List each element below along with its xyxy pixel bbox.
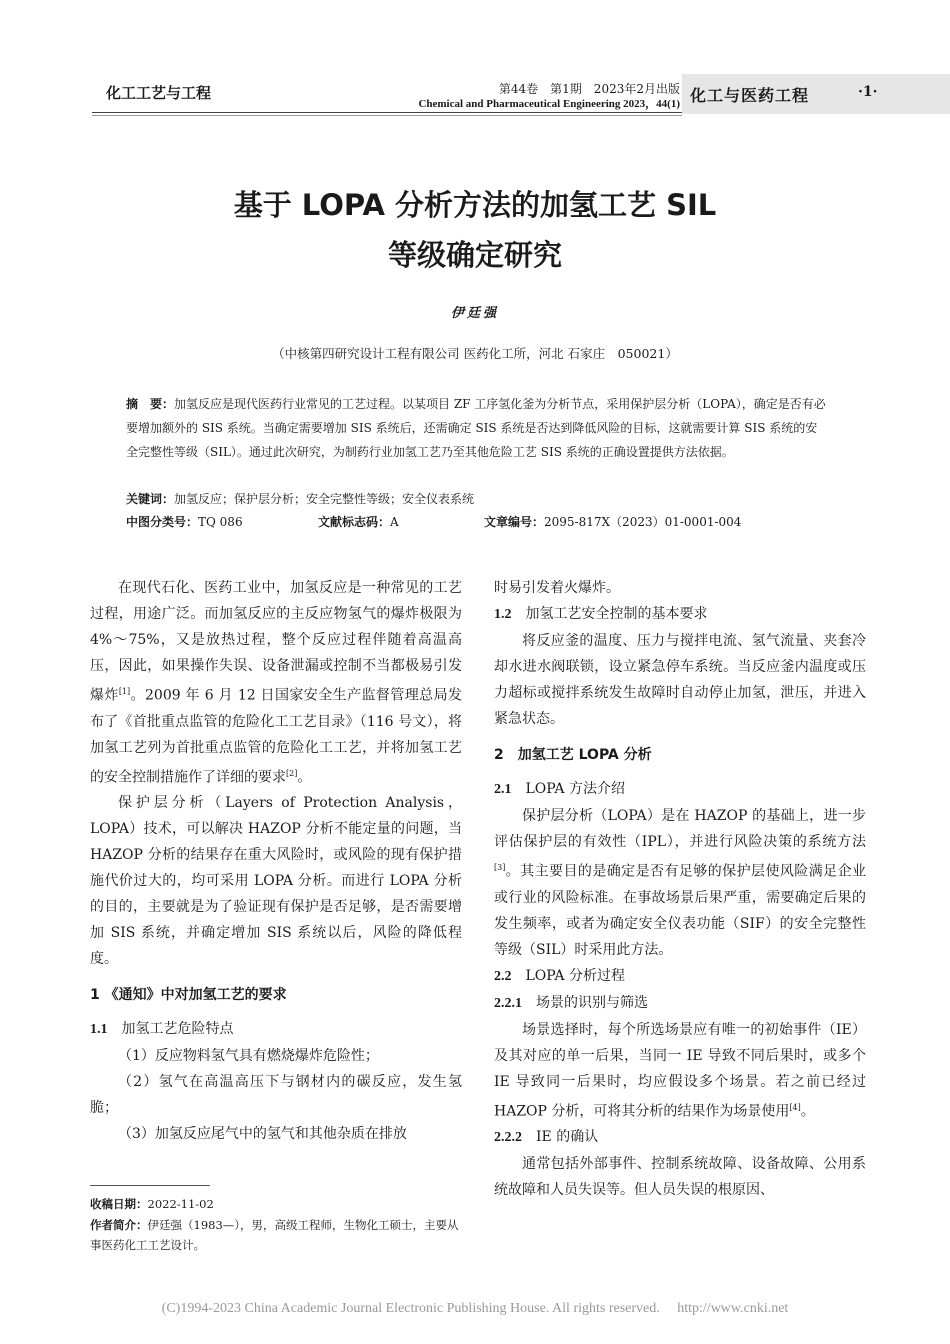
paper-title-line2: 等级确定研究 <box>387 238 562 272</box>
paragraph: 场景选择时，每个所选场景应有唯一的初始事件（IE）及其对应的单一后果，当同一 IE 导致不同后果时，或多个 IE 导致同一后果时，均应假设多个场景。若之前已经过 HAZOP 分析，可将其分析的结果作为场景使用[4]。 <box>494 1021 866 1120</box>
paragraph: 时易引发着火爆炸。 <box>494 580 620 596</box>
abstract <box>126 392 826 464</box>
affiliation: （中核第四研究设计工程有限公司 医药化工所，河北 石家庄 050021） <box>272 346 678 361</box>
received-date: 收稿日期：2022-11-02 <box>90 1197 214 1211</box>
journal-english: Chemical and Pharmaceutical Engineering 2023，44(1) <box>418 98 680 110</box>
journal-name: 化工与医药工程 <box>690 86 810 105</box>
copyright-footer: (C)1994-2023 China Academic Journal Electronic Publishing House. All rights reserved. http://www.cnki.net <box>161 1301 789 1316</box>
section-heading-1: 1 《通知》中对加氢工艺的要求 <box>90 987 287 1004</box>
page-number: ·1· <box>858 84 878 100</box>
keywords-label: 关键词： <box>126 492 175 506</box>
clc-number: 中图分类号：TQ 086 <box>126 515 243 529</box>
author-bio: 作者简介：伊廷强（1983—），男，高级工程师，生物化工硕士，主要从事医药化工工艺设计。 <box>90 1218 459 1252</box>
subsection-heading-2-2-2: 2.2.2 IE 的确认 <box>494 1129 599 1146</box>
subsection-heading-2-1: 2.1 LOPA 方法介绍 <box>494 781 625 797</box>
abstract-text: 加氢反应是现代医药行业常见的工艺过程。以某项目 ZF 工序氢化釜为分析节点，采用保护层分析（LOPA），确定是否有必要增加额外的 SIS 系统。当确定需要增加 SIS 系统后，还需确定 SIS 系统是否达到降低风险的目标，这就需要计算 SIS 系统的安全完整性等级（SIL）。通过此次研究，为制药行业加氢工艺乃至其他危险工艺 SIS 系统的正确设置提供方法依据。 <box>126 397 826 459</box>
subsection-heading-2-2-1: 2.2.1 场景的识别与筛选 <box>494 994 648 1011</box>
subsection-heading-1-2: 1.2 加氢工艺安全控制的基本要求 <box>494 606 708 622</box>
paper-title-line1: 基于 LOPA 分析方法的加氢工艺 SIL <box>233 188 717 222</box>
section-label: 化工工艺与工程 <box>106 84 212 102</box>
keywords <box>126 487 826 511</box>
paragraph: 在现代石化、医药工业中，加氢反应是一种常见的工艺过程，用途广泛。而加氢反应的主反应物氢气的爆炸极限为 4%～75%，又是放热过程，整个反应过程伴随着高温高压，因此，如果操作失误、设备泄漏或控制不当都极易引发爆炸[1]。2009 年 6 月 12 日国家安全生产监督管理总局发布了《首批重点监管的危险化工工艺目录》（116 号文），将加氢工艺列为首批重点监管的危险化工工艺，并将加氢工艺的安全控制措施作了详细的要求[2]。 <box>90 580 462 786</box>
keywords-text: 加氢反应；保护层分析；安全完整性等级；安全仪表系统 <box>174 492 475 506</box>
list-item: （3）加氢反应尾气中的氢气和其他杂质在排放 <box>118 1126 407 1143</box>
author: 伊廷强 <box>450 306 499 321</box>
footnote-rule <box>90 1185 210 1186</box>
document-code: 文献标志码：A <box>318 515 399 529</box>
left-column <box>90 575 462 1147</box>
section-heading-2: 2 加氢工艺 LOPA 分析 <box>494 747 652 763</box>
subsection-heading-1-1: 1.1 加氢工艺危险特点 <box>90 1021 234 1038</box>
article-number: 文章编号：2095-817X（2023）01-0001-004 <box>484 515 742 529</box>
abstract-label: 摘 要： <box>126 397 175 411</box>
volume-info: 第44卷 第1期 2023年2月出版 <box>498 82 680 96</box>
paragraph: 通常包括外部事件、控制系统故障、设备故障、公用系统故障和人员失误等。但人员失误的根原因、 <box>494 1156 866 1199</box>
list-item: （1）反应物料氢气具有燃烧爆炸危险性； <box>118 1048 379 1065</box>
right-column <box>494 575 866 1203</box>
subsection-heading-2-2: 2.2 LOPA 分析过程 <box>494 967 625 984</box>
header-rule-thin <box>92 115 682 116</box>
paragraph: 保护层分析（LOPA）是在 HAZOP 的基础上，进一步评估保护层的有效性（IPL），并进行风险决策的系统方法[3]。其主要目的是确定是否有足够的保护层使风险满足企业或行业的风险标准。在事故场景后果严重，需要确定后果的发生频率，或者为确定安全仪表功能（SIF）的安全完整性等级（SIL）时采用此方法。 <box>494 808 866 958</box>
paragraph: 保护层分析（Layers of Protection Analysis，LOPA）技术，可以解决 HAZOP 分析不能定量的问题，当 HAZOP 分析的结果存在重大风险时，或风险的现有保护措施代价过大的，均可采用 LOPA 分析。而进行 LOPA 分析的目的，主要就是为了验证现有保护是否足够，是否需要增加 SIS 系统，并确定增加 SIS 系统以后，风险的降低程度。 <box>90 795 462 968</box>
header-rule <box>92 112 682 113</box>
list-item: （2）氢气在高温高压下与钢材内的碳反应，发生氢脆； <box>90 1074 462 1117</box>
paragraph: 将反应釜的温度、压力与搅拌电流、氢气流量、夹套冷却水进水阀联锁，设立紧急停车系统。当反应釜内温度或压力超标或搅拌系统发生故障时自动停止加氢，泄压，并进入紧急状态。 <box>494 633 866 727</box>
